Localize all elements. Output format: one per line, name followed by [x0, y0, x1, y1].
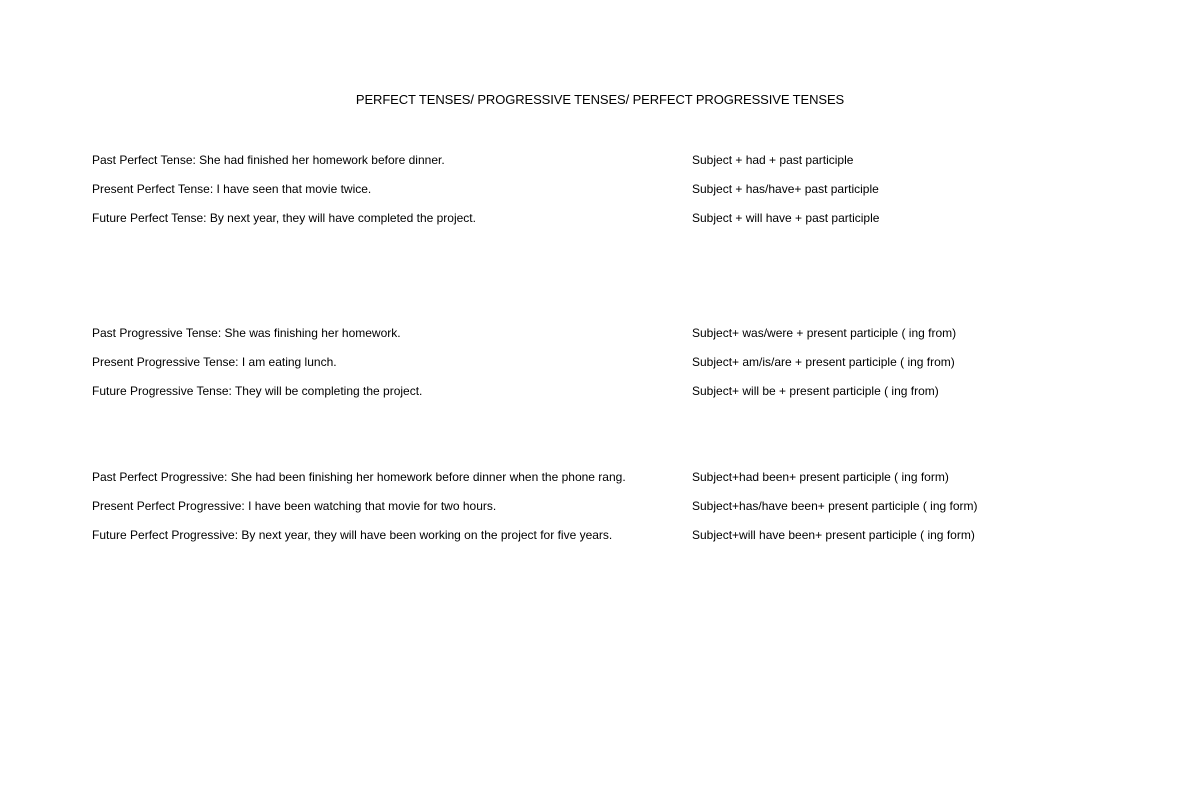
- tense-formula: Subject+had been+ present participle ( ing form): [692, 470, 949, 484]
- example-sentence: Future Perfect Progressive: By next year, they will have been working on the project for five years.: [92, 528, 613, 542]
- example-sentence: Future Progressive Tense: They will be completing the project.: [92, 384, 423, 398]
- page-title: PERFECT TENSES/ PROGRESSIVE TENSES/ PERFECT PROGRESSIVE TENSES: [355, 92, 845, 107]
- perfect-progressive-tenses-section: [92, 469, 1142, 556]
- tense-formula: Subject + has/have+ past participle: [692, 182, 879, 196]
- progressive-tenses-section: [92, 325, 1142, 412]
- tense-formula: Subject+ will be + present participle ( ing from): [692, 384, 939, 398]
- tense-row-future-perfect-progressive: [92, 527, 1142, 556]
- example-sentence: Past Progressive Tense: She was finishing her homework.: [92, 326, 401, 340]
- tense-row-past-perfect-progressive: [92, 469, 1142, 498]
- example-sentence: Present Perfect Progressive: I have been watching that movie for two hours.: [92, 499, 497, 513]
- tense-row-future-progressive: [92, 383, 1142, 412]
- example-sentence: Present Perfect Tense: I have seen that movie twice.: [92, 182, 372, 196]
- perfect-tenses-section: [92, 152, 1142, 239]
- example-sentence: Past Perfect Progressive: She had been finishing her homework before dinner when the phone rang.: [92, 470, 626, 484]
- example-sentence: Past Perfect Tense: She had finished her homework before dinner.: [92, 153, 445, 167]
- tense-row-present-perfect: [92, 181, 1142, 210]
- tense-formula: Subject+will have been+ present participle ( ing form): [692, 528, 975, 542]
- tense-row-future-perfect: [92, 210, 1142, 239]
- tense-formula: Subject + had + past participle: [692, 153, 854, 167]
- example-sentence: Present Progressive Tense: I am eating lunch.: [92, 355, 337, 369]
- tense-formula: Subject + will have + past participle: [692, 211, 880, 225]
- tense-formula: Subject+ am/is/are + present participle ( ing from): [692, 355, 955, 369]
- tense-row-present-progressive: [92, 354, 1142, 383]
- tense-row-present-perfect-progressive: [92, 498, 1142, 527]
- tense-formula: Subject+ was/were + present participle ( ing from): [692, 326, 957, 340]
- example-sentence: Future Perfect Tense: By next year, they will have completed the project.: [92, 211, 476, 225]
- tense-row-past-progressive: [92, 325, 1142, 354]
- tense-row-past-perfect: [92, 152, 1142, 181]
- tense-formula: Subject+has/have been+ present participle ( ing form): [692, 499, 978, 513]
